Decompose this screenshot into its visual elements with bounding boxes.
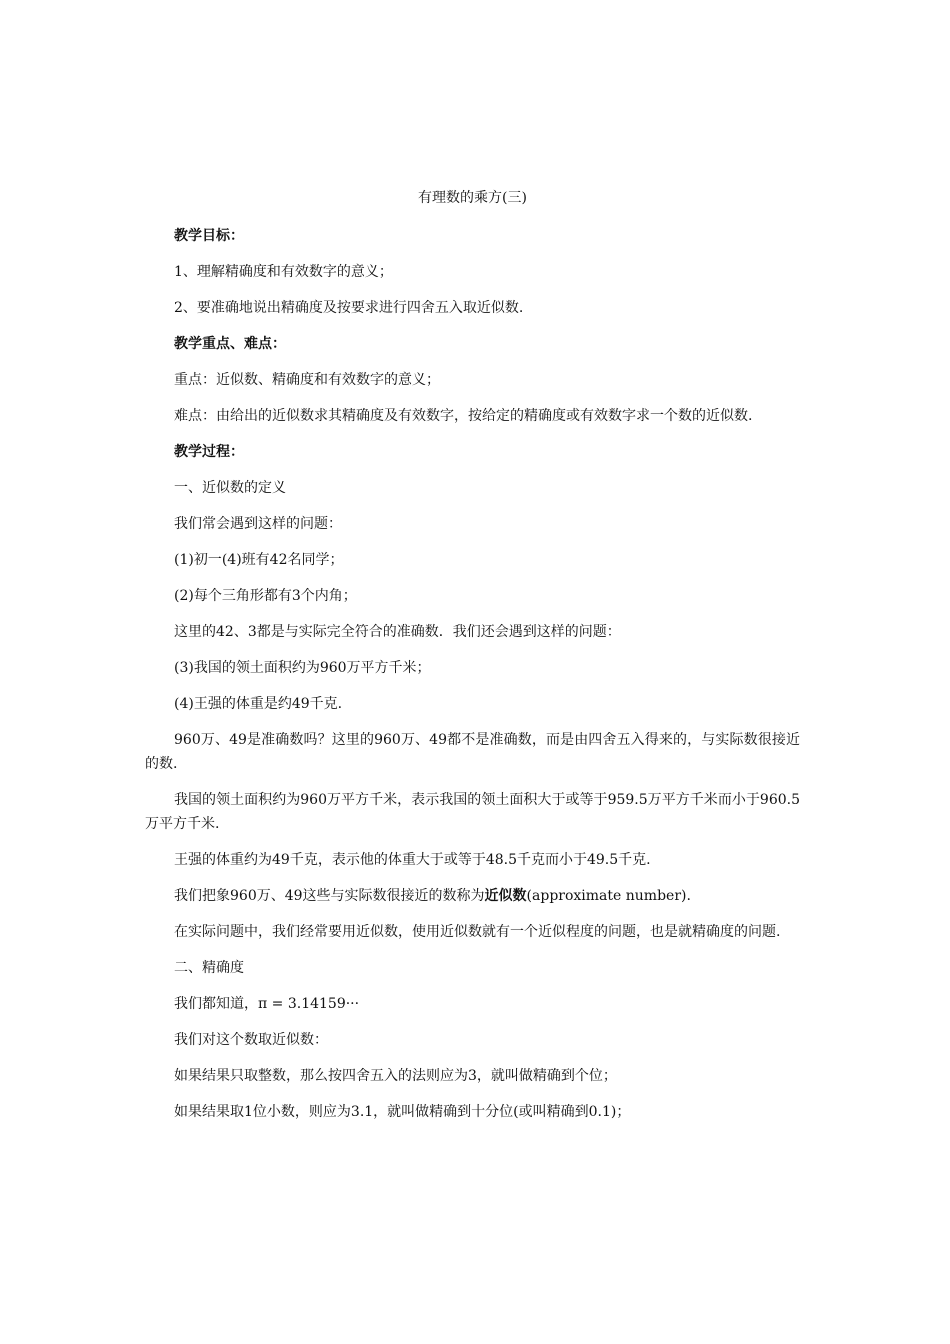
key-point: 重点：近似数、精确度和有效数字的意义； [174,372,440,388]
paragraph-intro: 我们常会遇到这样的问题： [174,516,342,532]
paragraph-pi: 我们都知道，π = 3.14159··· [174,996,360,1012]
paragraph-definition [145,884,800,908]
goal-2: 2、要准确地说出精确度及按要求进行四舍五入取近似数. [174,300,524,316]
paragraph-integer: 如果结果只取整数，那么按四舍五入的法则应为3，就叫做精确到个位； [174,1068,617,1084]
paragraph-take: 我们对这个数取近似数： [174,1032,328,1048]
example-4: (4)王强的体重是约49千克. [174,696,343,712]
definition-text-after: (approximate number). [526,888,691,904]
example-1: (1)初一(4)班有42名同学； [174,552,344,568]
goals-heading: 教学目标： [174,228,244,244]
paragraph-one-decimal: 如果结果取1位小数，则应为3.1，就叫做精确到十分位(或叫精确到0.1)； [174,1104,631,1120]
process-heading: 教学过程： [174,444,244,460]
document-title: 有理数的乘方(三) [418,190,527,206]
definition-term: 近似数 [484,888,527,904]
goal-1: 1、理解精确度和有效数字的意义； [174,264,393,280]
key-difficult-heading: 教学重点、难点： [174,336,286,352]
example-2: (2)每个三角形都有3个内角； [174,588,357,604]
part-2-title: 二、精确度 [174,960,244,976]
paragraph-weight: 王强的体重约为49千克，表示他的体重大于或等于48.5千克而小于49.5千克. [174,852,651,868]
paragraph-exact: 这里的42、3都是与实际完全符合的准确数．我们还会遇到这样的问题： [174,624,621,640]
example-3: (3)我国的领土面积约为960万平方千米； [174,660,431,676]
paragraph-practice: 在实际问题中，我们经常要用近似数，使用近似数就有一个近似程度的问题，也是就精确度的问题. [174,924,781,940]
document-body [145,186,800,1136]
part-1-title: 一、近似数的定义 [174,480,286,496]
paragraph-question: 960万、49是准确数吗？这里的960万、49都不是准确数，而是由四舍五入得来的，与实际数很接近的数. [145,732,800,772]
definition-text-before: 我们把象960万、49这些与实际数很接近的数称为 [174,888,485,904]
difficult-point: 难点：由给出的近似数求其精确度及有效数字，按给定的精确度或有效数字求一个数的近似数. [174,408,753,424]
paragraph-area: 我国的领土面积约为960万平方千米，表示我国的领土面积大于或等于959.5万平方千米而小于960.5万平方千米. [145,792,800,832]
